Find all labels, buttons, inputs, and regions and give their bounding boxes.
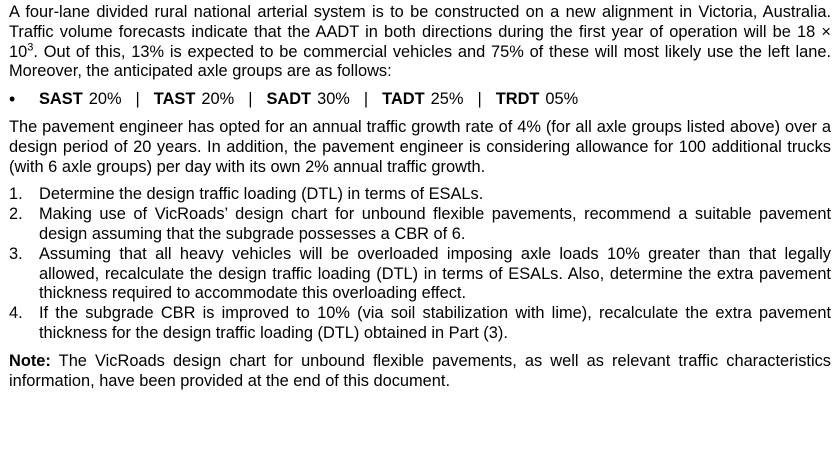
axle-separator: | [248, 90, 253, 109]
list-item [9, 205, 831, 245]
axle-group-value: 20% [88, 90, 122, 109]
axle-group-code: SAST [39, 90, 83, 109]
note-paragraph [9, 352, 831, 392]
axle-group-code: SADT [266, 90, 312, 109]
task-text: If the subgrade CBR is improved to 10% (via soil stabilization with lime), recalculate the extra pavement thickness for the design traffic loading (DTL) obtained in Part (3). [39, 304, 831, 342]
axle-group-code: TRDT [495, 90, 540, 109]
axle-separator: | [363, 90, 369, 109]
task-number: 2. [9, 205, 23, 224]
axle-group-item [266, 90, 349, 110]
task-text: Making use of VicRoads’ design chart for unbound flexible pavements, recommend a suitable pavement design assuming that the subgrade possesses a CBR of 6. [39, 205, 831, 243]
axle-group-item [496, 90, 579, 110]
axle-group-code: TAST [153, 90, 196, 109]
axle-separator: | [477, 90, 482, 109]
axle-separator: | [135, 90, 140, 109]
note-label: Note: [9, 351, 51, 370]
axle-groups-bullet [9, 90, 831, 110]
list-item [9, 185, 831, 205]
task-text: Assuming that all heavy vehicles will be overloaded imposing axle loads 10% greater than that legally allowed, recalculate the design traffic loading (DTL) in terms of ESALs. Also, determine the extra pavement thickness required to accommodate this overloading effect. [39, 244, 831, 303]
axle-group-item [154, 90, 234, 110]
list-item [9, 304, 831, 344]
task-number: 1. [9, 185, 23, 204]
task-number: 3. [9, 244, 23, 263]
intro-text-cont: . Out of this, 13% is expected to be commercial vehicles and 75% of these will most likely use the left lane. Moreover, the anticipated axle groups are as follows: [9, 42, 831, 81]
axle-group-item [39, 90, 122, 110]
task-number: 4. [9, 304, 23, 323]
axle-group-value: 25% [430, 90, 464, 109]
intro-exponent: 3 [27, 41, 34, 54]
task-text: Determine the design traffic loading (DTL) in terms of ESALs. [39, 185, 484, 204]
axle-group-value: 05% [545, 90, 579, 109]
intro-paragraph [9, 3, 831, 82]
axle-group-value: 30% [317, 90, 350, 109]
growth-paragraph: The pavement engineer has opted for an annual traffic growth rate of 4% (for all axle groups listed above) over a design period of 20 years. In addition, the pavement engineer is considering allowance for 100 additional trucks (with 6 axle groups) per day with its own 2% annual traffic growth. [9, 117, 831, 176]
bullet-icon: • [9, 89, 16, 110]
note-text: The VicRoads design chart for unbound flexible pavements, as well as relevant traffic characteristics information, have been provided at the end of this document. [9, 351, 831, 390]
axle-group-item [382, 90, 463, 110]
axle-group-code: TADT [382, 90, 425, 109]
task-list [9, 185, 831, 343]
axle-group-value: 20% [201, 90, 235, 109]
intro-text: A four-lane divided rural national arterial system is to be constructed on a new alignment in Victoria, Australia. Traffic volume forecasts indicate that the AADT in both directions during the first year of operation will be 18 × 10 [9, 3, 831, 61]
list-item [9, 245, 831, 304]
